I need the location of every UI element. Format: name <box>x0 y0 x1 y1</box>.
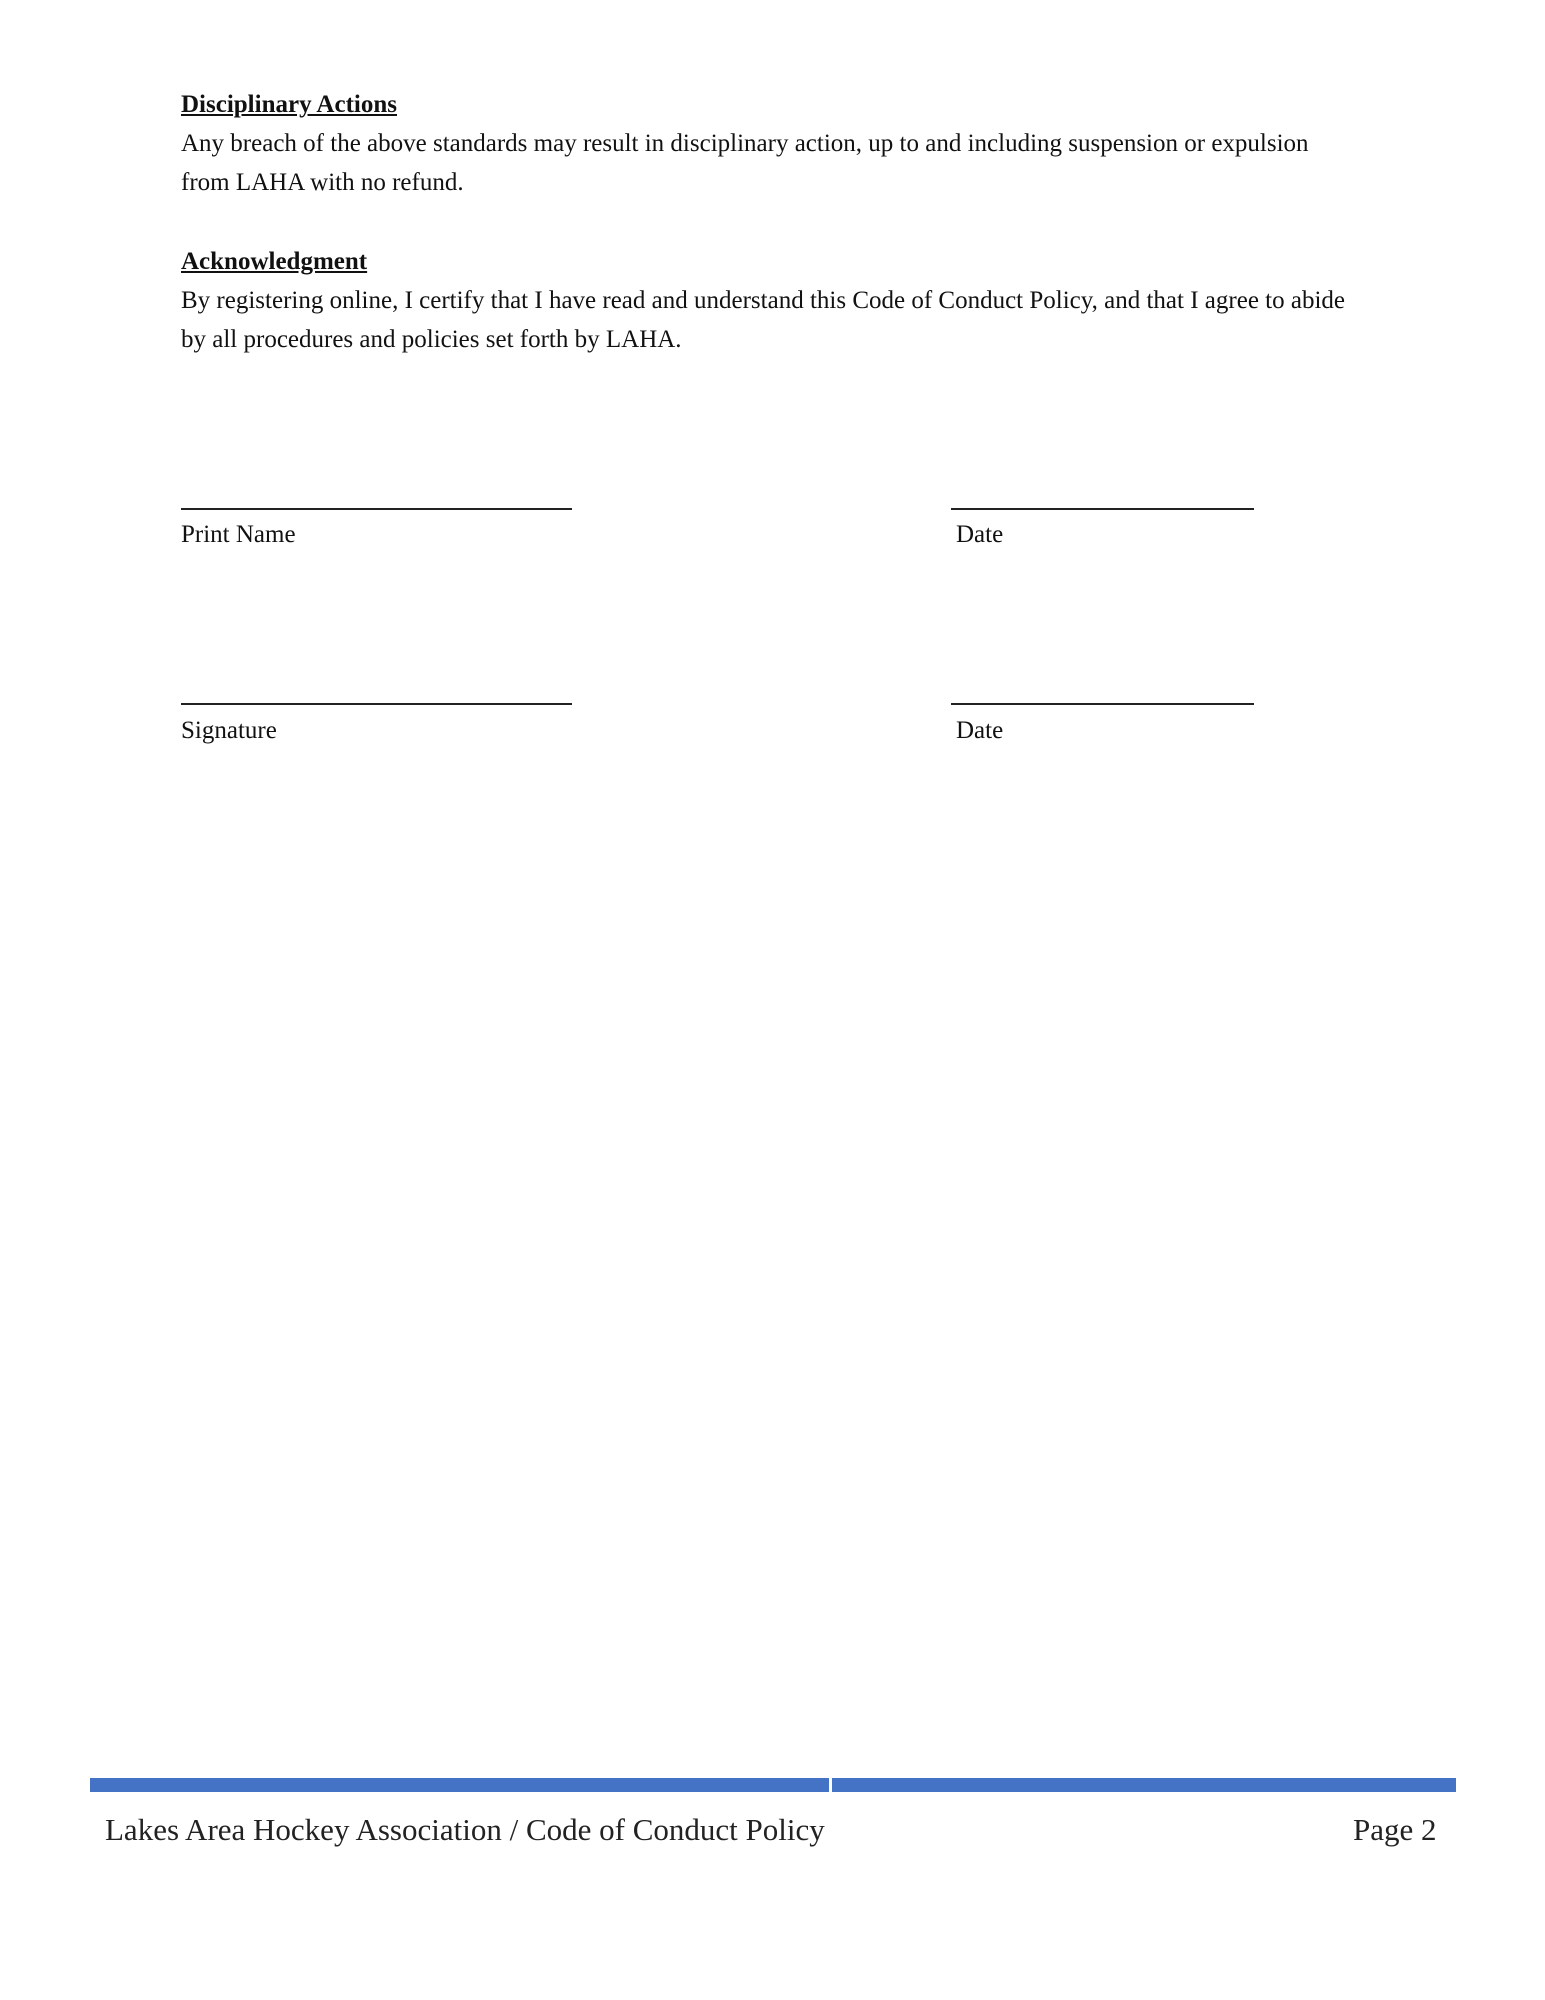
signature-line[interactable] <box>181 703 572 705</box>
disciplinary-actions-heading: Disciplinary Actions <box>181 91 397 118</box>
page-number: Page 2 <box>1353 1812 1437 1847</box>
footer-rule-left <box>90 1778 829 1792</box>
footer-title: Lakes Area Hockey Association / Code of Conduct Policy <box>105 1812 825 1847</box>
date-label-1: Date <box>956 521 1004 548</box>
disciplinary-actions-section <box>181 90 1371 202</box>
date-line-2[interactable] <box>951 703 1254 705</box>
date-line-1[interactable] <box>951 508 1254 510</box>
disciplinary-actions-body: Any breach of the above standards may result in disciplinary action, up to and including suspension or expulsion from LAHA with no refund. <box>181 130 1309 196</box>
footer-rule-right <box>832 1778 1456 1792</box>
acknowledgment-section <box>181 247 1371 359</box>
signature-label: Signature <box>181 717 277 744</box>
footer-rule <box>90 1778 1456 1792</box>
print-name-label: Print Name <box>181 521 296 548</box>
print-name-line[interactable] <box>181 508 572 510</box>
acknowledgment-heading: Acknowledgment <box>181 248 368 275</box>
date-label-2: Date <box>956 717 1004 744</box>
acknowledgment-body: By registering online, I certify that I have read and understand this Code of Conduct Policy, and that I agree to abide by all procedures and policies set forth by LAHA. <box>181 287 1346 353</box>
